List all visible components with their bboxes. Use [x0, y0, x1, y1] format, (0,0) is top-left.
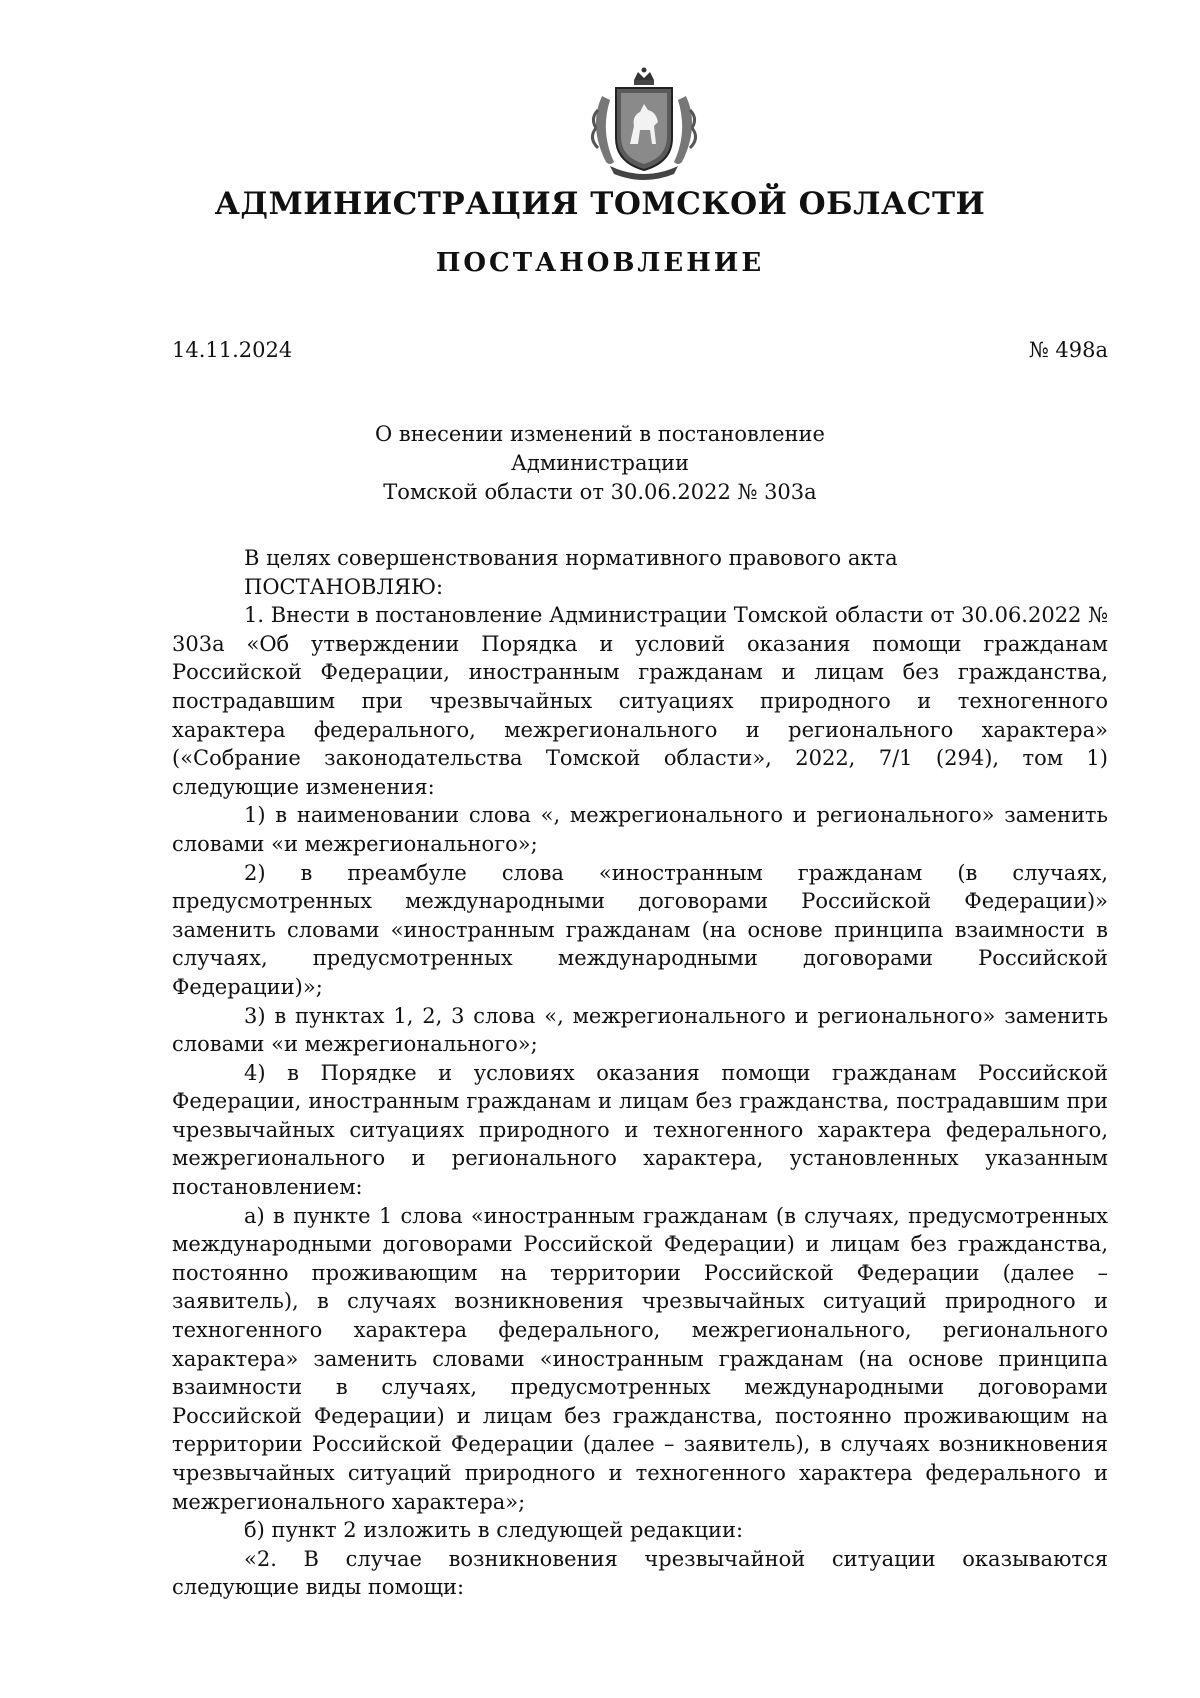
subject-line: Томской области от 30.06.2022 № 303а	[383, 480, 817, 504]
document-body	[172, 544, 1108, 1602]
document-type: ПОСТАНОВЛЕНИЕ	[435, 248, 765, 278]
body-paragraph-decree: ПОСТАНОВЛЯЮ:	[244, 574, 444, 599]
document-date: 14.11.2024	[172, 338, 293, 362]
body-paragraph: В целях совершенствования нормативного правового акта	[244, 546, 898, 570]
body-paragraph: 1) в наименовании слова «, межрегионального и регионального» заменить словами «и межрегионального»;	[172, 803, 1108, 856]
body-paragraph: а) в пункте 1 слова «иностранным гражданам (в случаях, предусмотренных международными договорами Российской Федерации) и лицам без гражданства, постоянно проживающим на территории Российской Федерации (далее – заявитель), в случаях возникновения чрезвычайных ситуаций природного и техногенного характера федерального, межрегионального, регионального характера» заменить словами «иностранным гражданам (на основе принципа взаимности в случаях, предусмотренных международными договорами Российской Федерации) и лицам без гражданства, постоянно проживающим на территории Российской Федерации (далее – заявитель), в случаях возникновения чрезвычайных ситуаций природного и техногенного характера федерального и межрегионального характера»;	[172, 1203, 1108, 1514]
organization-title: АДМИНИСТРАЦИЯ ТОМСКОЙ ОБЛАСТИ	[214, 186, 986, 222]
document-number: № 498а	[1028, 338, 1108, 362]
body-paragraph: 2) в преамбуле слова «иностранным гражданам (в случаях, предусмотренных международными договорами Российской Федерации)» заменить словами «иностранным гражданам (на основе принципа взаимности в случаях, предусмотренных международными договорами Российской Федерации)»;	[172, 860, 1108, 999]
coat-of-arms-icon	[580, 66, 708, 184]
body-paragraph: 3) в пунктах 1, 2, 3 слова «, межрегионального и регионального» заменить словами «и межрегионального»;	[172, 1003, 1108, 1057]
subject-line: О внесении изменений в постановление Администрации	[375, 422, 825, 475]
body-paragraph: 4) в Порядке и условиях оказания помощи гражданам Российской Федерации, иностранным гражданам и лицам без гражданства, пострадавшим при чрезвычайных ситуациях природного и техногенного характера федерального, межрегионального и регионального характера, установленных указанным постановлением:	[172, 1060, 1108, 1200]
document-subject	[300, 420, 900, 507]
body-paragraph: 1. Внести в постановление Администрации Томской области от 30.06.2022 № 303а «Об утверждении Порядка и условий оказания помощи гражданам Российской Федерации, иностранным гражданам и лицам без гражданства, пострадавшим при чрезвычайных ситуациях природного и техногенного характера федерального, межрегионального и регионального характера» («Собрание законодательства Томской области», 2022, 7/1 (294), том 1) следующие изменения:	[172, 603, 1108, 799]
body-paragraph: «2. В случае возникновения чрезвычайной ситуации оказываются следующие виды помощи:	[172, 1546, 1108, 1600]
body-paragraph: б) пункт 2 изложить в следующей редакции:	[244, 1518, 744, 1543]
